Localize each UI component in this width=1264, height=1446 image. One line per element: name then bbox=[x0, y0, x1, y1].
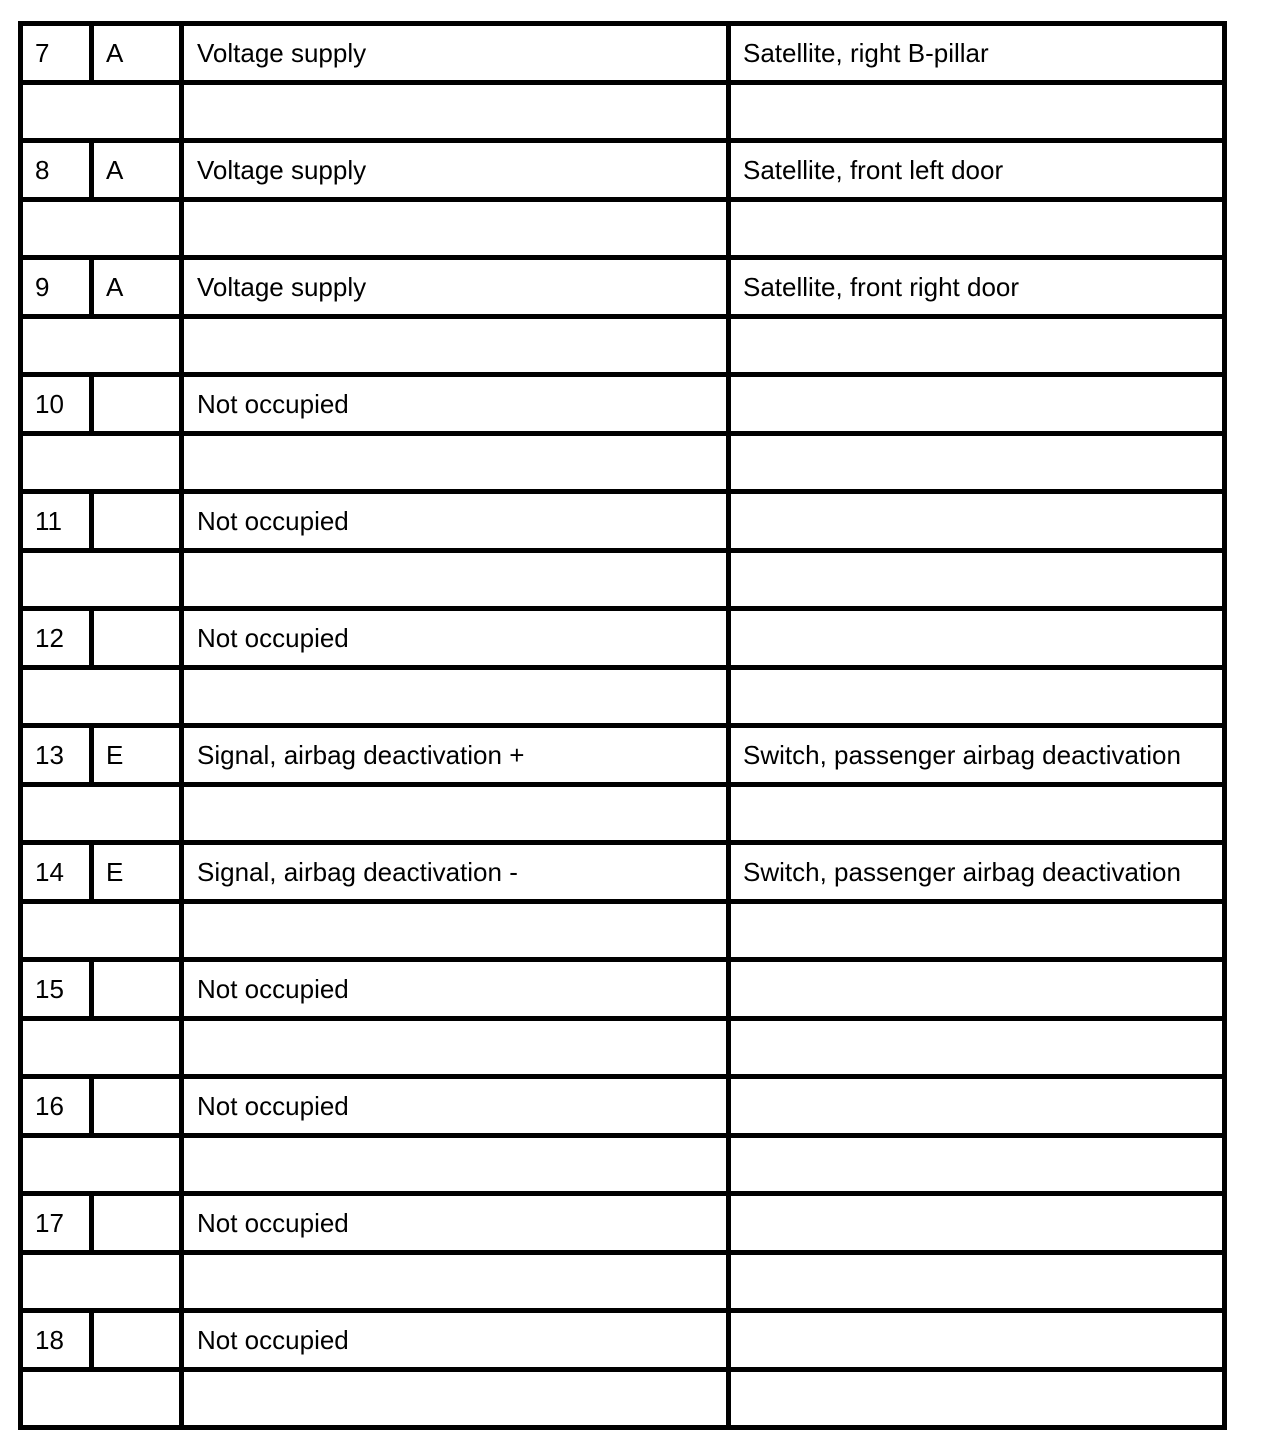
pin-description: Signal, airbag deactivation - bbox=[182, 843, 729, 902]
spacer-row bbox=[21, 667, 1225, 726]
spacer-cell bbox=[21, 316, 182, 375]
pin-description: Not occupied bbox=[182, 1077, 729, 1136]
pin-connection bbox=[729, 492, 1225, 551]
spacer-cell bbox=[182, 316, 729, 375]
pin-description: Not occupied bbox=[182, 960, 729, 1019]
table-row bbox=[21, 492, 1225, 551]
spacer-row bbox=[21, 784, 1225, 843]
pin-number: 10 bbox=[21, 375, 92, 434]
pin-number: 15 bbox=[21, 960, 92, 1019]
spacer-cell bbox=[21, 667, 182, 726]
pin-description: Signal, airbag deactivation + bbox=[182, 726, 729, 785]
spacer-cell bbox=[729, 1369, 1225, 1428]
pin-type bbox=[92, 375, 182, 434]
pin-description: Not occupied bbox=[182, 492, 729, 551]
spacer-cell bbox=[729, 901, 1225, 960]
spacer-cell bbox=[729, 433, 1225, 492]
table-row bbox=[21, 24, 1225, 83]
pin-number: 11 bbox=[21, 492, 92, 551]
table-row bbox=[21, 141, 1225, 200]
spacer-cell bbox=[182, 1252, 729, 1311]
pin-description: Not occupied bbox=[182, 375, 729, 434]
pin-number: 7 bbox=[21, 24, 92, 83]
spacer-cell bbox=[729, 784, 1225, 843]
spacer-cell bbox=[21, 433, 182, 492]
table-row bbox=[21, 1311, 1225, 1370]
spacer-cell bbox=[182, 433, 729, 492]
spacer-cell bbox=[729, 1018, 1225, 1077]
spacer-cell bbox=[21, 1135, 182, 1194]
pin-connection bbox=[729, 609, 1225, 668]
spacer-cell bbox=[729, 82, 1225, 141]
spacer-row bbox=[21, 1135, 1225, 1194]
spacer-cell bbox=[729, 667, 1225, 726]
spacer-row bbox=[21, 316, 1225, 375]
spacer-cell bbox=[729, 550, 1225, 609]
pin-type bbox=[92, 1311, 182, 1370]
spacer-cell bbox=[182, 82, 729, 141]
spacer-cell bbox=[729, 199, 1225, 258]
spacer-row bbox=[21, 199, 1225, 258]
pin-number: 18 bbox=[21, 1311, 92, 1370]
spacer-cell bbox=[729, 316, 1225, 375]
spacer-row bbox=[21, 1252, 1225, 1311]
pin-type: A bbox=[92, 24, 182, 83]
pin-description: Voltage supply bbox=[182, 141, 729, 200]
pin-connection bbox=[729, 960, 1225, 1019]
spacer-cell bbox=[182, 550, 729, 609]
spacer-row bbox=[21, 433, 1225, 492]
spacer-row bbox=[21, 82, 1225, 141]
pin-type bbox=[92, 492, 182, 551]
spacer-cell bbox=[21, 901, 182, 960]
spacer-cell bbox=[182, 901, 729, 960]
table-row bbox=[21, 1077, 1225, 1136]
pin-connection bbox=[729, 1311, 1225, 1370]
table-row bbox=[21, 843, 1225, 902]
spacer-cell bbox=[21, 199, 182, 258]
pin-connection bbox=[729, 375, 1225, 434]
table-row bbox=[21, 726, 1225, 785]
pin-number: 12 bbox=[21, 609, 92, 668]
pin-number: 9 bbox=[21, 258, 92, 317]
pin-description: Not occupied bbox=[182, 1194, 729, 1253]
pin-type: A bbox=[92, 258, 182, 317]
spacer-cell bbox=[21, 1018, 182, 1077]
pin-connection: Switch, passenger airbag deactivation bbox=[729, 726, 1225, 785]
spacer-row bbox=[21, 550, 1225, 609]
spacer-cell bbox=[21, 1252, 182, 1311]
spacer-cell bbox=[21, 550, 182, 609]
spacer-row bbox=[21, 901, 1225, 960]
pin-connection: Switch, passenger airbag deactivation bbox=[729, 843, 1225, 902]
pin-description: Voltage supply bbox=[182, 24, 729, 83]
spacer-cell bbox=[182, 199, 729, 258]
pin-number: 8 bbox=[21, 141, 92, 200]
spacer-cell bbox=[182, 1018, 729, 1077]
pin-connection bbox=[729, 1077, 1225, 1136]
spacer-cell bbox=[182, 1369, 729, 1428]
pin-type: A bbox=[92, 141, 182, 200]
pin-table-body bbox=[21, 24, 1225, 1428]
spacer-cell bbox=[729, 1135, 1225, 1194]
pin-number: 13 bbox=[21, 726, 92, 785]
pin-connection: Satellite, front left door bbox=[729, 141, 1225, 200]
pin-connection: Satellite, right B-pillar bbox=[729, 24, 1225, 83]
table-row bbox=[21, 258, 1225, 317]
pin-number: 16 bbox=[21, 1077, 92, 1136]
pin-type: E bbox=[92, 726, 182, 785]
pin-connection: Satellite, front right door bbox=[729, 258, 1225, 317]
spacer-cell bbox=[182, 784, 729, 843]
pin-number: 17 bbox=[21, 1194, 92, 1253]
spacer-cell bbox=[729, 1252, 1225, 1311]
pin-type bbox=[92, 1077, 182, 1136]
spacer-cell bbox=[21, 1369, 182, 1428]
pin-assignment-table bbox=[18, 21, 1227, 1430]
pin-connection bbox=[729, 1194, 1225, 1253]
pin-type bbox=[92, 609, 182, 668]
table-row bbox=[21, 375, 1225, 434]
spacer-cell bbox=[21, 82, 182, 141]
pin-description: Not occupied bbox=[182, 609, 729, 668]
spacer-cell bbox=[182, 667, 729, 726]
spacer-cell bbox=[182, 1135, 729, 1194]
spacer-row bbox=[21, 1369, 1225, 1428]
pin-description: Voltage supply bbox=[182, 258, 729, 317]
table-row bbox=[21, 1194, 1225, 1253]
table-row bbox=[21, 960, 1225, 1019]
spacer-row bbox=[21, 1018, 1225, 1077]
pin-type: E bbox=[92, 843, 182, 902]
pin-type bbox=[92, 960, 182, 1019]
pin-number: 14 bbox=[21, 843, 92, 902]
spacer-cell bbox=[21, 784, 182, 843]
table-row bbox=[21, 609, 1225, 668]
pin-type bbox=[92, 1194, 182, 1253]
pin-description: Not occupied bbox=[182, 1311, 729, 1370]
